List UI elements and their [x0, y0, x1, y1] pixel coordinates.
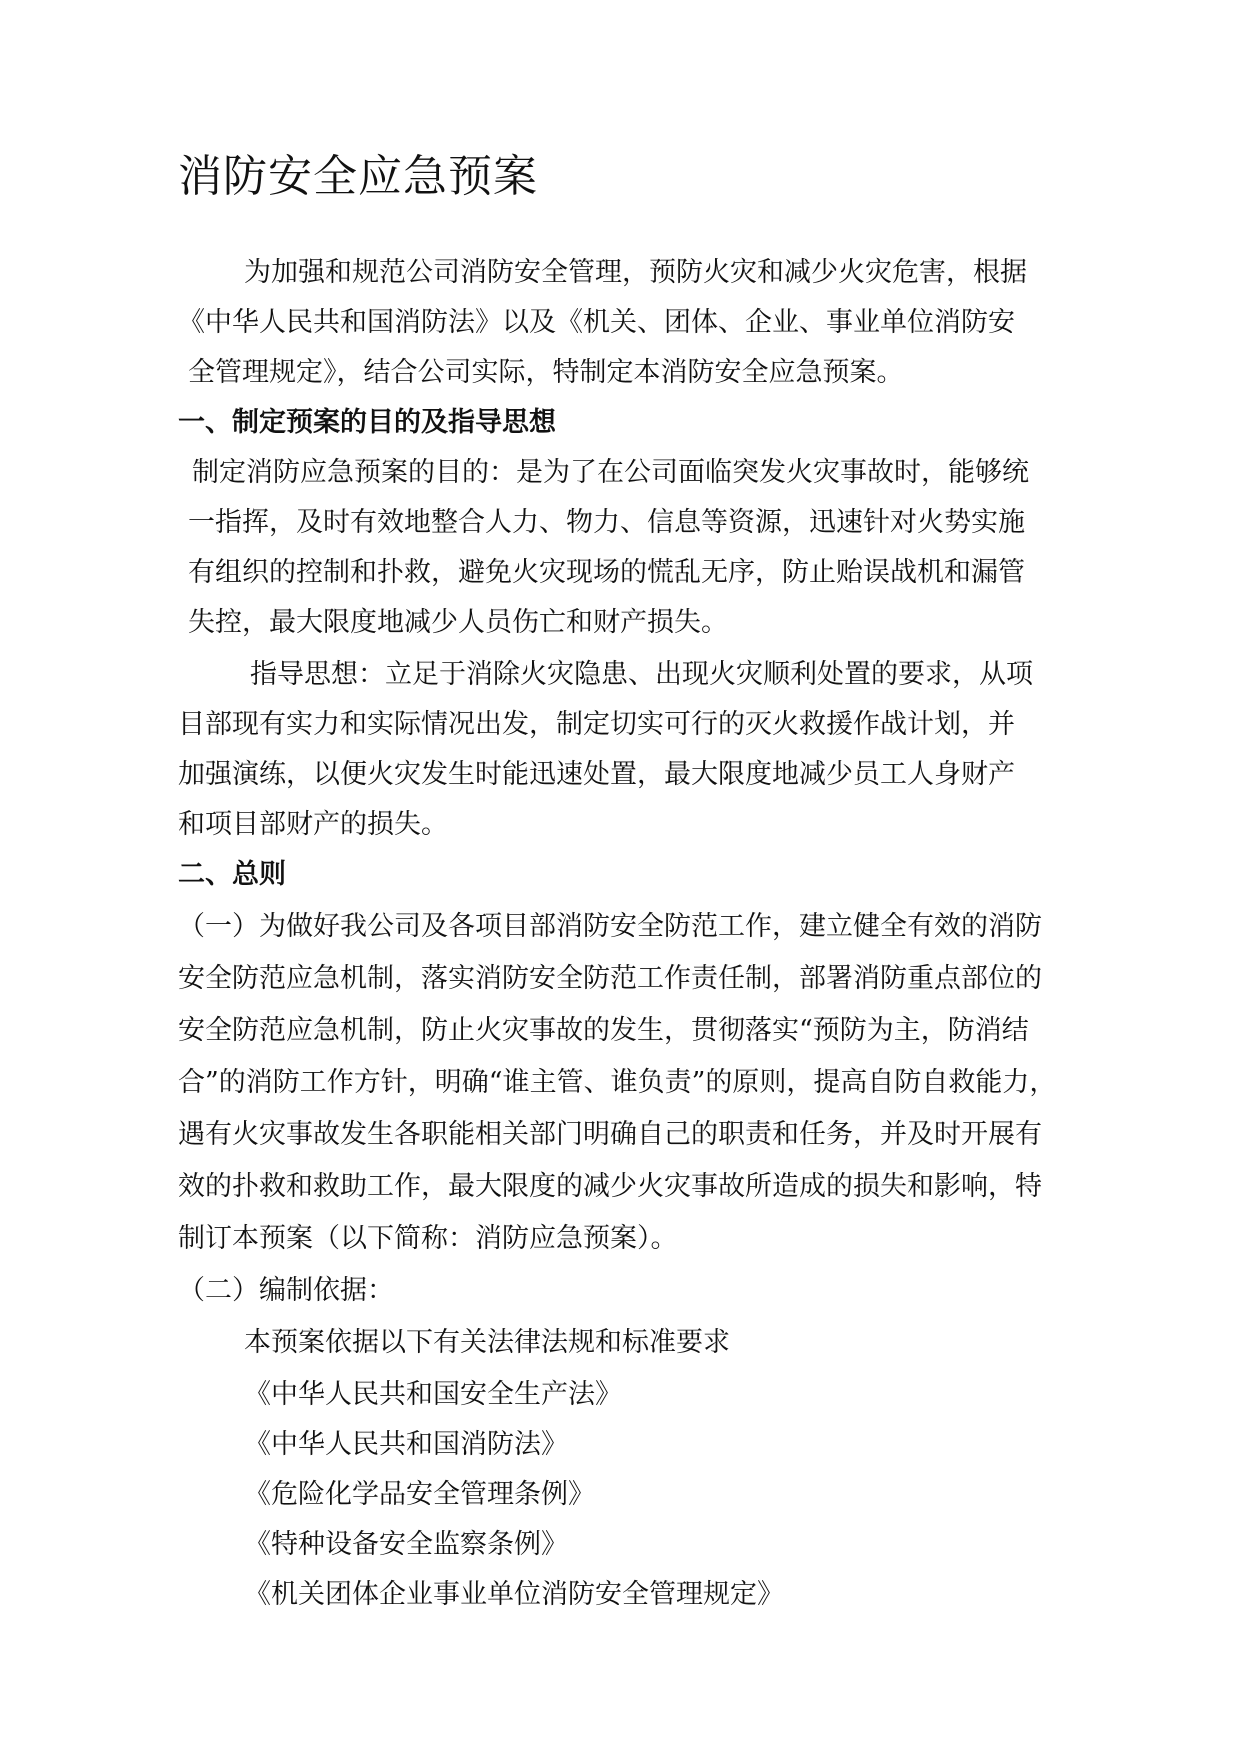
general-item1-line-4: 合”的消防工作方针，明确“谁主管、谁负责”的原则，提高自防自救能力，	[178, 1067, 1057, 1098]
law-item-2: 《中华人民共和国消防法》	[244, 1429, 568, 1460]
guiding-line-2: 目部现有实力和实际情况出发，制定切实可行的灭火救援作战计划，并	[178, 709, 1015, 740]
document-title: 消防安全应急预案	[178, 151, 538, 202]
section-2-heading: 二、总则	[178, 859, 286, 890]
guiding-line-4: 和项目部财产的损失。	[178, 809, 448, 840]
general-item1-line-2: 安全防范应急机制，落实消防安全防范工作责任制，部署消防重点部位的	[178, 963, 1042, 994]
general-item1-line-6: 效的扑救和救助工作，最大限度的减少火灾事故所造成的损失和影响，特	[178, 1171, 1042, 1202]
law-item-5: 《机关团体企业事业单位消防安全管理规定》	[244, 1579, 784, 1610]
intro-line-3: 全管理规定》，结合公司实际，特制定本消防安全应急预案。	[188, 357, 904, 388]
basis-intro: 本预案依据以下有关法律法规和标准要求	[244, 1327, 730, 1358]
intro-line-1: 为加强和规范公司消防安全管理，预防火灾和减少火灾危害，根据	[244, 257, 1027, 288]
basis-heading: （二）编制依据：	[178, 1275, 394, 1306]
general-item1-line-3: 安全防范应急机制，防止火灾事故的发生，贯彻落实“预防为主，防消结	[178, 1015, 1029, 1046]
general-item1-line-5: 遇有火灾事故发生各职能相关部门明确自己的职责和任务，并及时开展有	[178, 1119, 1042, 1150]
general-item1-line-7: 制订本预案（以下简称：消防应急预案）。	[178, 1223, 678, 1254]
guiding-line-3: 加强演练，以便火灾发生时能迅速处置，最大限度地减少员工人身财产	[178, 759, 1015, 790]
purpose-line-4: 失控，最大限度地减少人员伤亡和财产损失。	[188, 607, 728, 638]
law-item-3: 《危险化学品安全管理条例》	[244, 1479, 595, 1510]
purpose-line-1: 制定消防应急预案的目的：是为了在公司面临突发火灾事故时，能够统	[192, 457, 1029, 488]
purpose-line-2: 一指挥，及时有效地整合人力、物力、信息等资源，迅速针对火势实施	[188, 507, 1025, 538]
section-1-heading: 一、制定预案的目的及指导思想	[178, 407, 556, 438]
law-item-4: 《特种设备安全监察条例》	[244, 1529, 568, 1560]
intro-line-2: 《中华人民共和国消防法》以及《机关、团体、企业、事业单位消防安	[178, 307, 1015, 338]
guiding-line-1: 指导思想：立足于消除火灾隐患、出现火灾顺利处置的要求，从项	[250, 659, 1033, 690]
general-item1-line-1: （一）为做好我公司及各项目部消防安全防范工作，建立健全有效的消防	[178, 911, 1042, 942]
law-item-1: 《中华人民共和国安全生产法》	[244, 1379, 622, 1410]
purpose-line-3: 有组织的控制和扑救，避免火灾现场的慌乱无序，防止贻误战机和漏管	[188, 557, 1025, 588]
